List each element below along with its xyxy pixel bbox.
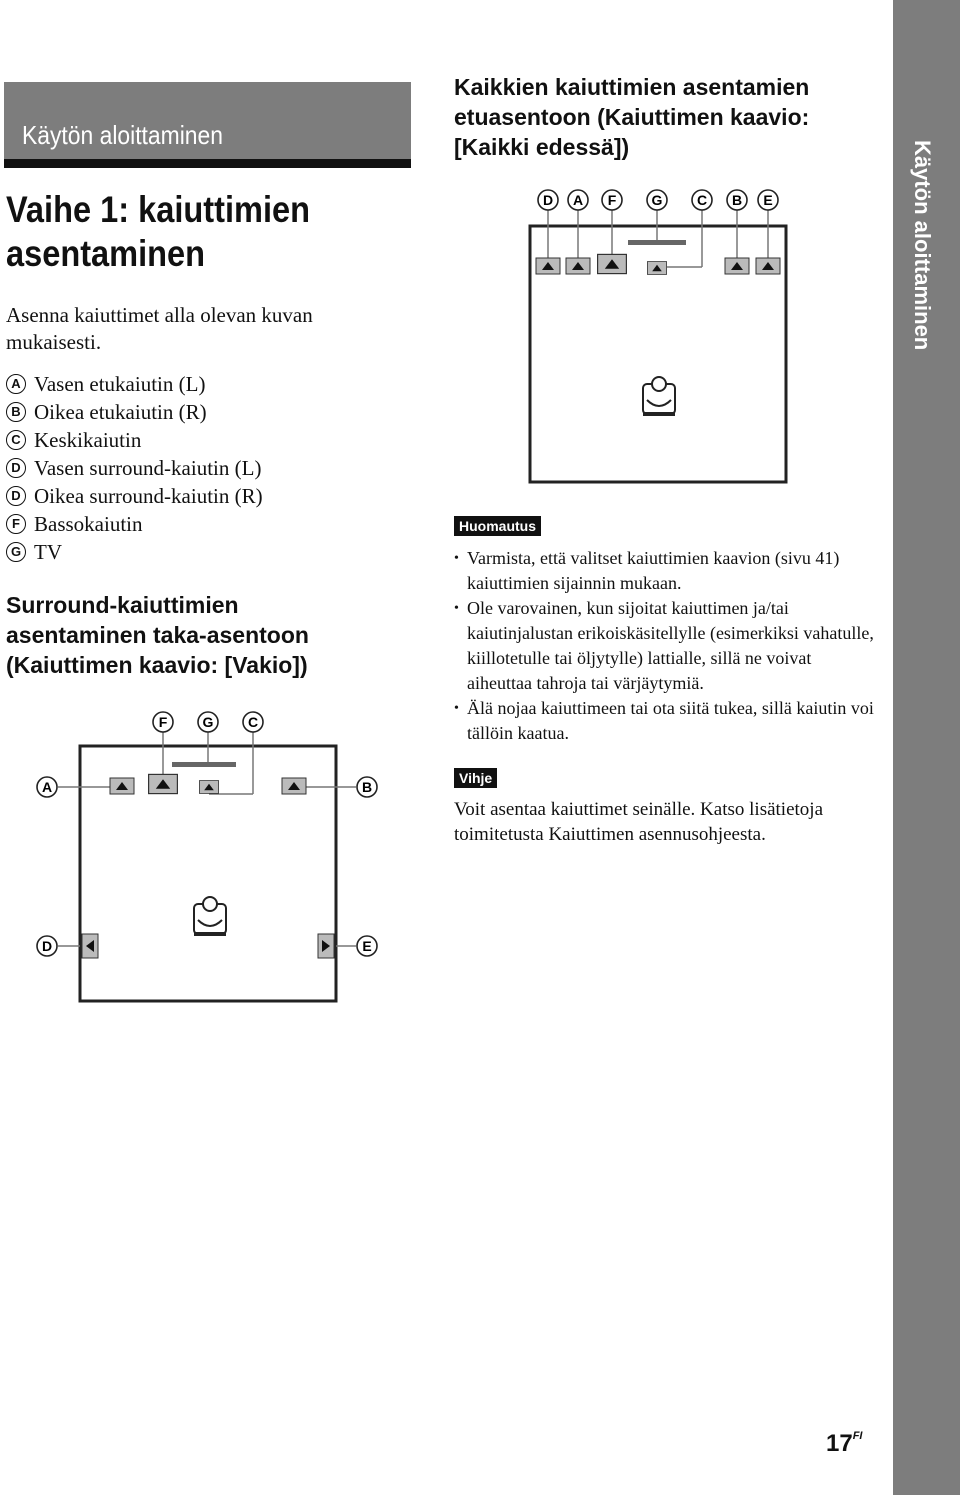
legend-item: [6, 510, 263, 538]
label-c: [243, 712, 263, 732]
page-title-line1: Vaihe 1: kaiuttimien: [6, 189, 310, 230]
page-title: [6, 188, 310, 276]
speaker-center: [199, 781, 218, 794]
circled-letter: D: [6, 458, 26, 478]
legend-item: [6, 538, 263, 566]
legend-text: Oikea surround-kaiutin (R): [34, 484, 263, 508]
label-a: [37, 777, 57, 797]
circled-letter: F: [6, 514, 26, 534]
label-a: [568, 190, 588, 210]
heading-line: etuasentoon (Kaiuttimen kaavio:: [454, 104, 810, 130]
label-d: [37, 936, 57, 956]
legend-text: TV: [34, 540, 62, 564]
label-g: [198, 712, 218, 732]
circled-letter: C: [6, 430, 26, 450]
hint-tag: Vihje: [454, 768, 497, 788]
legend-item: [6, 370, 263, 398]
speaker-diagram-standard: [0, 700, 420, 1020]
speaker-subwoofer: [598, 254, 627, 273]
speaker-front-right: [282, 778, 306, 794]
tv-shape: [172, 762, 236, 767]
heading-line: (Kaiuttimen kaavio: [Vakio]): [6, 652, 308, 678]
svg-text:B: B: [731, 192, 743, 208]
speaker-front-left: [110, 778, 134, 794]
circled-letter: A: [6, 374, 26, 394]
side-tab-label: Käytön aloittaminen: [910, 140, 935, 351]
svg-text:A: A: [41, 779, 53, 795]
speaker-front-left: [566, 258, 590, 274]
svg-text:E: E: [362, 938, 372, 954]
svg-text:D: D: [41, 938, 53, 954]
legend-text: Vasen surround-kaiutin (L): [34, 456, 262, 480]
subsection-heading-standard: [6, 590, 309, 680]
legend-item: [6, 398, 263, 426]
note-item: • Varmista, että valitset kaiuttimien kaavion (sivu 41) kaiuttimien sijainnin mukaan.: [454, 546, 874, 596]
speaker-legend: [6, 370, 263, 566]
legend-text: Bassokaiutin: [34, 512, 143, 536]
page-language-suffix: FI: [852, 1430, 863, 1442]
note-item: • Ole varovainen, kun sijoitat kaiuttimen ja/tai kaiutinjalustan erikoiskäsitellylle (esimerkiksi vahatulle, kiillotetulle tai öljytylle) lattialle, sillä ne voivat aiheuttaa tahroja tai värjäytymiä.: [454, 596, 874, 696]
svg-text:C: C: [696, 192, 708, 208]
speaker-center: [647, 262, 666, 275]
legend-text: Keskikaiutin: [34, 428, 142, 452]
svg-text:A: A: [572, 192, 584, 208]
heading-line: asentaminen taka-asentoon: [6, 622, 309, 648]
circled-letter: B: [6, 402, 26, 422]
intro-text: Asenna kaiuttimet alla olevan kuvan mukaisesti.: [6, 303, 313, 354]
label-c: [692, 190, 712, 210]
heading-line: [Kaikki edessä]): [454, 134, 630, 160]
speaker-surround-right: [318, 934, 334, 958]
page-title-line2: asentaminen: [6, 233, 206, 274]
label-b: [727, 190, 747, 210]
svg-text:F: F: [607, 192, 617, 208]
label-b: [357, 777, 377, 797]
hint-text: Voit asentaa kaiuttimet seinälle. Katso lisätietoja toimitetusta Kaiuttimen asennusohjeesta.: [454, 799, 823, 845]
label-g: [647, 190, 667, 210]
page-number: [826, 1430, 862, 1458]
note-item: • Älä nojaa kaiuttimeen tai ota siitä tukea, sillä kaiutin voi tällöin kaatua.: [454, 696, 874, 746]
speaker-surround-right: [756, 258, 780, 274]
heading-line: Surround-kaiuttimien: [6, 592, 239, 618]
label-f: [602, 190, 622, 210]
subsection-heading-all-front: [454, 72, 809, 162]
note-tag: Huomautus: [454, 516, 541, 536]
speaker-surround-left: [82, 934, 98, 958]
note-list: [454, 546, 874, 746]
section-label: Käytön aloittaminen: [22, 120, 223, 150]
legend-text: Oikea etukaiutin (R): [34, 400, 207, 424]
speaker-subwoofer: [149, 774, 178, 793]
legend-item: [6, 426, 263, 454]
svg-text:C: C: [247, 714, 259, 730]
tv-shape: [628, 240, 686, 245]
page-number-value: 17: [826, 1430, 853, 1457]
svg-text:D: D: [542, 192, 554, 208]
speaker-surround-left: [536, 258, 560, 274]
speaker-diagram-all-front: [520, 180, 800, 490]
svg-text:F: F: [158, 714, 168, 730]
listener-icon: [643, 377, 675, 416]
label-e: [357, 936, 377, 956]
label-e: [758, 190, 778, 210]
label-f: [153, 712, 173, 732]
svg-text:G: G: [202, 714, 214, 730]
legend-text: Vasen etukaiutin (L): [34, 372, 206, 396]
heading-line: Kaikkien kaiuttimien asentamien: [454, 74, 810, 100]
listener-icon: [194, 897, 226, 936]
legend-item: [6, 482, 263, 510]
speaker-front-right: [725, 258, 749, 274]
svg-text:B: B: [361, 779, 373, 795]
circled-letter: G: [6, 542, 26, 562]
svg-text:G: G: [651, 192, 663, 208]
svg-text:E: E: [763, 192, 773, 208]
label-d: [538, 190, 558, 210]
circled-letter: D: [6, 486, 26, 506]
legend-item: [6, 454, 263, 482]
